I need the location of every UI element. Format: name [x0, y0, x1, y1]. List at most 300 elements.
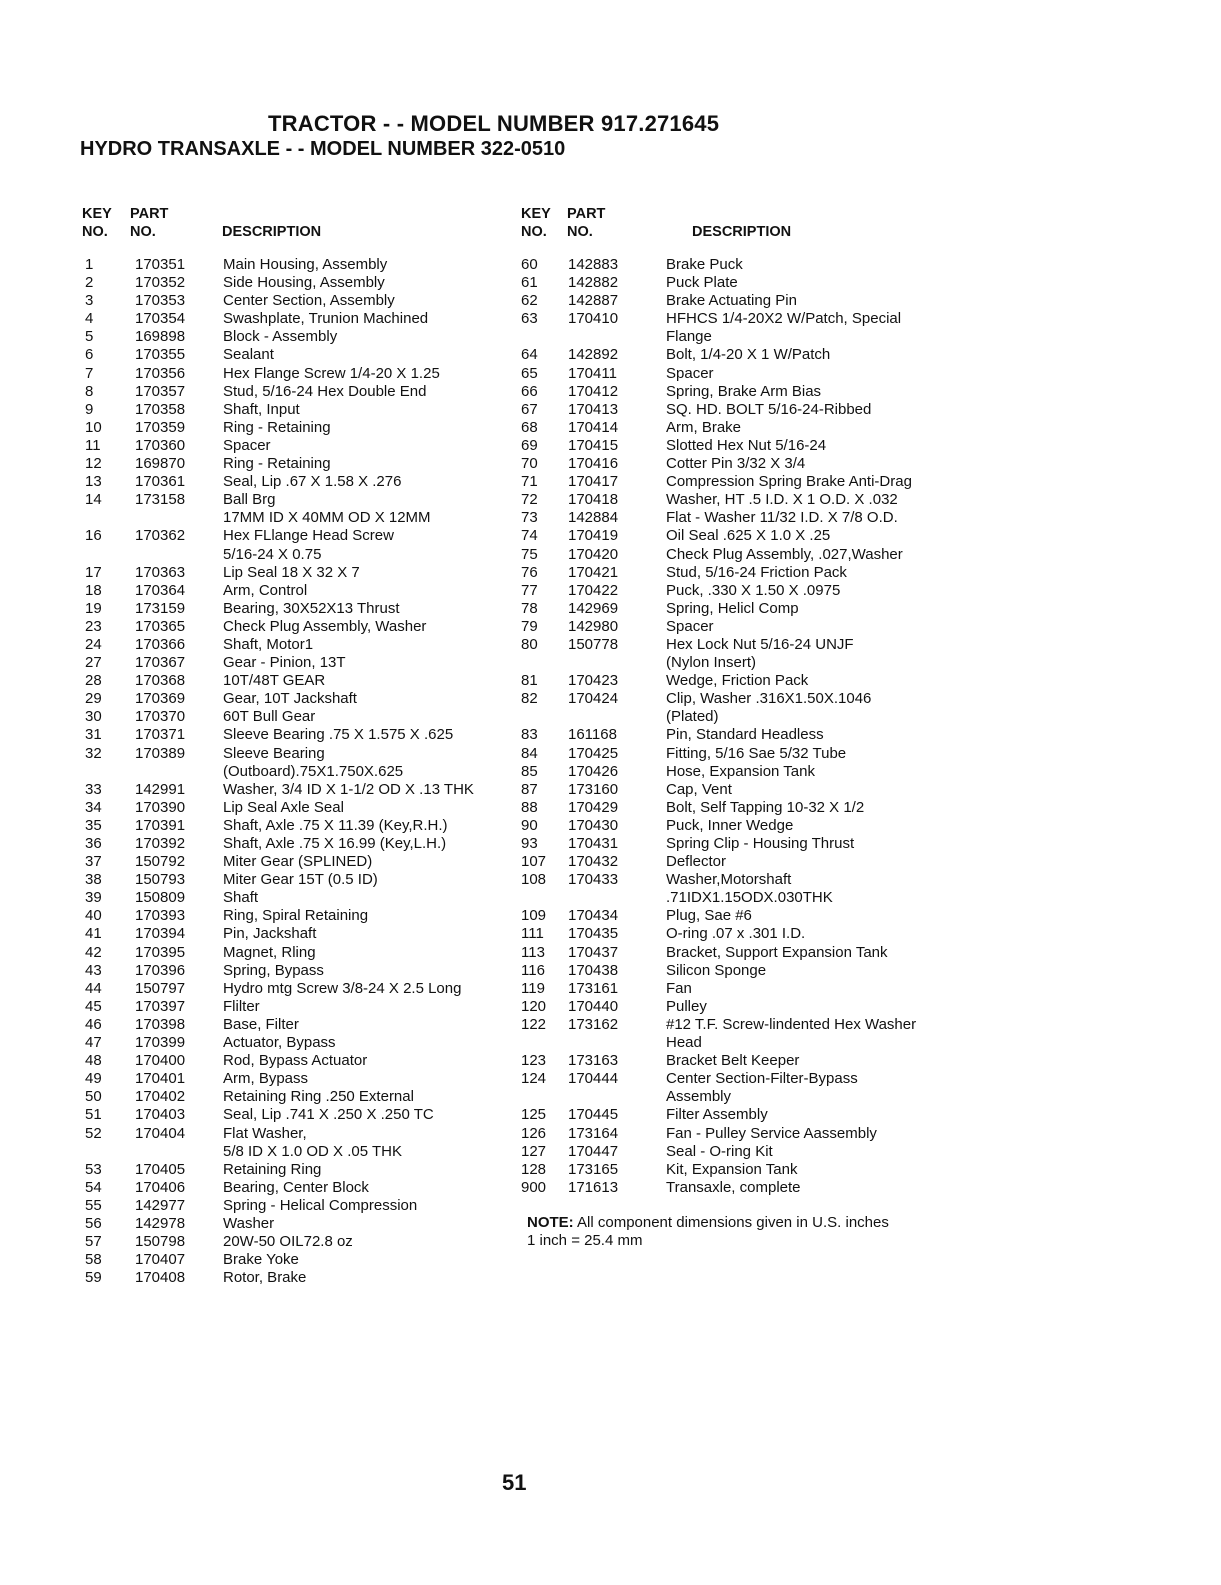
part-number: 170360	[135, 436, 186, 454]
key-number	[85, 509, 135, 527]
part-description: Brake Yoke	[223, 1251, 299, 1269]
part-number: 173164	[568, 1124, 619, 1142]
part-row-continuation	[521, 708, 961, 726]
part-number: 170397	[135, 997, 186, 1015]
key-number: 40	[85, 907, 102, 925]
key-number: 107	[521, 853, 547, 871]
key-number: 93	[521, 835, 538, 852]
key-number: 84	[521, 744, 538, 762]
part-row	[85, 962, 555, 980]
part-number: 142969	[568, 599, 619, 617]
part-number: 170417	[568, 473, 619, 491]
key-number: 33	[85, 780, 102, 798]
part-description: Puck Plate	[666, 274, 738, 292]
part-row	[521, 925, 961, 943]
key-number: 42	[85, 943, 102, 961]
part-number: 170422	[568, 581, 619, 599]
part-number: 170358	[135, 400, 186, 418]
part-number: 170406	[135, 1178, 186, 1196]
key-number: 109	[521, 907, 547, 925]
part-number: 170445	[568, 1106, 619, 1124]
key-number: 24	[85, 635, 102, 653]
key-number	[85, 763, 135, 781]
part-row	[521, 1125, 961, 1143]
part-row	[85, 1269, 555, 1287]
part-row	[85, 726, 555, 744]
part-description: Pin, Standard Headless	[666, 726, 824, 744]
part-row-continuation	[85, 1143, 555, 1161]
part-description: Side Housing, Assembly	[223, 274, 385, 292]
part-row	[85, 835, 555, 853]
part-number: 170405	[135, 1160, 186, 1178]
left-description-header: DESCRIPTION	[222, 224, 322, 240]
key-number: 23	[85, 617, 102, 635]
part-row	[521, 527, 961, 545]
part-row	[85, 1251, 555, 1269]
part-number: 173159	[135, 599, 186, 617]
part-number: 170412	[568, 382, 619, 400]
part-number	[568, 654, 663, 672]
part-row	[521, 1016, 961, 1034]
part-description: Seal - O-ring Kit	[666, 1142, 773, 1160]
part-label: PART	[567, 206, 606, 222]
key-number: 71	[521, 473, 538, 491]
part-number: 170391	[135, 816, 186, 834]
part-number: 170408	[135, 1269, 186, 1287]
part-number: 170434	[568, 907, 619, 925]
key-number: 83	[521, 726, 538, 744]
part-number: 170399	[135, 1034, 186, 1052]
key-number: 123	[521, 1052, 547, 1070]
part-row	[521, 491, 961, 509]
part-row	[85, 582, 555, 600]
part-row	[85, 672, 555, 690]
part-description: Wedge, Friction Pack	[666, 672, 809, 690]
key-number: 10	[85, 418, 102, 436]
part-description: Block - Assembly	[223, 328, 338, 346]
part-description: Arm, Bypass	[223, 1070, 309, 1088]
key-number: 82	[521, 690, 538, 708]
left-part-header	[130, 205, 168, 241]
part-row	[85, 944, 555, 962]
part-row	[521, 310, 961, 328]
part-number: 170421	[568, 563, 619, 581]
no-label: NO.	[130, 224, 156, 240]
key-number: 36	[85, 835, 102, 852]
part-row	[521, 383, 961, 401]
key-number	[521, 1034, 568, 1052]
part-row	[521, 564, 961, 582]
part-label: PART	[130, 206, 169, 222]
part-row-continuation	[85, 546, 555, 564]
part-number: 170370	[135, 708, 186, 726]
part-number: 170351	[135, 256, 186, 273]
part-description: Rotor, Brake	[223, 1269, 307, 1287]
part-row	[521, 600, 961, 618]
part-row	[85, 998, 555, 1016]
key-number: 113	[521, 943, 545, 961]
part-row	[521, 473, 961, 491]
part-description: Ring - Retaining	[223, 455, 331, 473]
key-label: KEY	[521, 206, 551, 222]
dimension-note	[527, 1214, 889, 1250]
part-number	[568, 1088, 663, 1106]
page-subtitle: HYDRO TRANSAXLE - - MODEL NUMBER 322-0510	[80, 138, 566, 160]
part-row	[85, 799, 555, 817]
part-number: 170444	[568, 1070, 619, 1088]
part-row	[521, 618, 961, 636]
part-number: 170400	[135, 1052, 186, 1070]
part-description: Hex Flange Screw 1/4-20 X 1.25	[223, 364, 440, 382]
key-number: 79	[521, 617, 538, 635]
part-description: Retaining Ring .250 External	[223, 1088, 414, 1106]
part-description: Magnet, Rling	[223, 943, 316, 961]
key-number: 7	[85, 364, 94, 382]
part-row	[521, 745, 961, 763]
part-number: 170361	[135, 473, 186, 491]
part-number: 150792	[135, 853, 186, 871]
part-row	[85, 889, 555, 907]
part-row	[85, 925, 555, 943]
key-number: 18	[85, 581, 102, 599]
part-row	[85, 690, 555, 708]
part-number: 171613	[568, 1178, 619, 1196]
key-number: 52	[85, 1124, 102, 1142]
note-conversion: 1 inch = 25.4 mm	[527, 1232, 643, 1249]
key-number	[521, 889, 568, 907]
key-number: 88	[521, 798, 538, 816]
key-number: 75	[521, 545, 538, 563]
part-description: Ball Brg	[223, 491, 276, 509]
part-number: 150778	[568, 635, 619, 653]
part-row	[85, 1088, 555, 1106]
key-number	[85, 1143, 135, 1161]
part-description: 17MM ID X 40MM OD X 12MM	[223, 509, 431, 527]
part-description: HFHCS 1/4-20X2 W/Patch, Special	[666, 310, 902, 328]
part-description: Fitting, 5/16 Sae 5/32 Tube	[666, 744, 847, 762]
part-description: Plug, Sae #6	[666, 907, 752, 925]
part-row	[521, 853, 961, 871]
part-row	[521, 509, 961, 527]
key-number: 120	[521, 997, 547, 1015]
part-number: 170402	[135, 1088, 186, 1106]
key-number: 3	[85, 292, 94, 310]
part-number: 170410	[568, 310, 619, 328]
part-description: Spacer	[666, 617, 714, 635]
part-number	[135, 763, 223, 781]
part-number: 170365	[135, 617, 186, 635]
part-description: Gear - Pinion, 13T	[223, 654, 346, 672]
part-row	[521, 419, 961, 437]
part-row	[521, 401, 961, 419]
part-number: 170447	[568, 1142, 619, 1160]
part-row	[85, 437, 555, 455]
part-number: 169898	[135, 328, 186, 346]
part-number: 170424	[568, 690, 619, 708]
key-number: 65	[521, 364, 538, 382]
key-number: 19	[85, 599, 102, 617]
key-number: 124	[521, 1070, 547, 1088]
key-number	[521, 654, 568, 672]
note-label: NOTE:	[527, 1214, 574, 1231]
part-description: Hose, Expansion Tank	[666, 762, 815, 780]
part-row	[85, 365, 555, 383]
key-number: 9	[85, 400, 94, 418]
part-row	[85, 473, 555, 491]
part-description: Swashplate, Trunion Machined	[223, 310, 429, 328]
part-description: Fan - Pulley Service Aassembly	[666, 1124, 877, 1142]
part-number: 170430	[568, 816, 619, 834]
part-row	[85, 1197, 555, 1215]
key-number: 78	[521, 599, 538, 617]
key-number: 119	[521, 979, 545, 997]
part-row	[85, 871, 555, 889]
key-number: 13	[85, 473, 102, 491]
key-number: 59	[85, 1269, 102, 1287]
part-number: 142991	[135, 780, 186, 798]
part-number: 142882	[568, 274, 619, 292]
page-number: 51	[502, 1470, 527, 1495]
key-number: 29	[85, 690, 102, 708]
part-row-continuation	[521, 328, 961, 346]
part-description: Washer,Motorshaft	[666, 871, 792, 889]
part-row	[521, 944, 961, 962]
page-title: TRACTOR - - MODEL NUMBER 917.271645	[268, 111, 720, 136]
part-description: Spring, Bypass	[223, 961, 324, 979]
key-number: 34	[85, 798, 102, 816]
part-description: Pulley	[666, 997, 707, 1015]
part-row	[521, 1052, 961, 1070]
part-number: 170368	[135, 672, 186, 690]
part-row	[521, 998, 961, 1016]
part-number	[135, 546, 223, 564]
part-row	[85, 419, 555, 437]
part-number: 150793	[135, 871, 186, 889]
part-description: Lip Seal 18 X 32 X 7	[223, 563, 360, 581]
part-description: Clip, Washer .316X1.50X.1046	[666, 690, 872, 708]
part-row	[521, 980, 961, 998]
part-row	[85, 256, 555, 274]
key-number: 4	[85, 310, 94, 328]
part-description: .71IDX1.15ODX.030THK	[666, 889, 833, 907]
part-description: Sealant	[223, 346, 274, 364]
key-number: 108	[521, 871, 547, 889]
part-row	[85, 346, 555, 364]
part-row	[85, 817, 555, 835]
part-description: Arm, Brake	[666, 418, 742, 436]
key-number: 126	[521, 1124, 547, 1142]
left-key-header	[82, 205, 112, 241]
part-number: 170435	[568, 925, 619, 943]
no-label: NO.	[82, 224, 108, 240]
key-number: 53	[85, 1160, 102, 1178]
part-number: 170371	[135, 726, 186, 744]
key-number: 77	[521, 581, 538, 599]
part-number: 170438	[568, 961, 619, 979]
part-row	[85, 636, 555, 654]
part-row-continuation	[85, 763, 555, 781]
part-description: Ring, Spiral Retaining	[223, 907, 369, 925]
key-number: 47	[85, 1034, 102, 1052]
part-row	[521, 690, 961, 708]
part-row	[521, 365, 961, 383]
part-row	[85, 980, 555, 998]
part-row	[521, 763, 961, 781]
key-number: 90	[521, 816, 538, 834]
part-description: Bracket Belt Keeper	[666, 1052, 800, 1070]
part-row	[85, 1179, 555, 1197]
part-description: Rod, Bypass Actuator	[223, 1052, 368, 1070]
part-number: 170420	[568, 545, 619, 563]
part-number: 170407	[135, 1251, 186, 1269]
part-row	[521, 799, 961, 817]
part-description: Bearing, Center Block	[223, 1178, 369, 1196]
part-number: 170392	[135, 835, 186, 852]
part-row-continuation	[521, 1034, 961, 1052]
part-number: 170437	[568, 943, 619, 961]
key-number: 6	[85, 346, 94, 364]
part-row	[521, 672, 961, 690]
key-number: 50	[85, 1088, 102, 1106]
key-number: 48	[85, 1052, 102, 1070]
key-number: 74	[521, 527, 538, 545]
part-row	[521, 726, 961, 744]
part-number: 173165	[568, 1160, 619, 1178]
part-number: 170359	[135, 418, 186, 436]
part-row	[521, 962, 961, 980]
key-number: 73	[521, 509, 538, 527]
key-number: 46	[85, 1015, 102, 1033]
part-number: 170367	[135, 654, 186, 672]
part-number: 170440	[568, 997, 619, 1015]
part-number: 170355	[135, 346, 186, 364]
part-number: 170396	[135, 961, 186, 979]
part-row	[521, 817, 961, 835]
part-number: 173163	[568, 1052, 619, 1070]
right-description-header: DESCRIPTION	[692, 224, 792, 240]
part-description: Filter Assembly	[666, 1106, 768, 1124]
part-row	[521, 636, 961, 654]
part-description: Pin, Jackshaft	[223, 925, 317, 943]
part-description: Miter Gear 15T (0.5 ID)	[223, 871, 378, 889]
part-row	[521, 437, 961, 455]
key-number: 67	[521, 400, 538, 418]
part-description: SQ. HD. BOLT 5/16-24-Ribbed	[666, 400, 872, 418]
part-number: 142892	[568, 346, 619, 364]
part-number: 170415	[568, 436, 619, 454]
part-description: Flat Washer,	[223, 1124, 307, 1142]
key-number: 5	[85, 328, 94, 346]
part-description: (Outboard).75X1.750X.625	[223, 762, 404, 780]
part-number: 170363	[135, 563, 186, 581]
part-row	[521, 274, 961, 292]
key-number	[521, 1088, 568, 1106]
part-description: O-ring .07 x .301 I.D.	[666, 925, 806, 943]
part-number: 170433	[568, 871, 619, 889]
part-description: Gear, 10T Jackshaft	[223, 690, 357, 708]
key-number: 1	[85, 256, 94, 273]
part-row	[85, 618, 555, 636]
part-description: Stud, 5/16-24 Hex Double End	[223, 382, 427, 400]
part-description: Ring - Retaining	[223, 418, 331, 436]
part-number: 170364	[135, 581, 186, 599]
part-description: 20W-50 OIL72.8 oz	[223, 1233, 353, 1251]
key-number: 39	[85, 889, 102, 907]
part-description: 5/8 ID X 1.0 OD X .05 THK	[223, 1142, 402, 1160]
part-row	[521, 582, 961, 600]
part-row	[521, 546, 961, 564]
part-number: 150797	[135, 979, 186, 997]
part-row	[85, 1161, 555, 1179]
key-number: 900	[521, 1178, 547, 1196]
part-description: Shaft, Axle .75 X 11.39 (Key,R.H.)	[223, 816, 448, 834]
part-description: Retaining Ring	[223, 1160, 322, 1178]
key-number: 17	[85, 563, 102, 581]
part-row-continuation	[521, 1088, 961, 1106]
part-number: 170366	[135, 635, 186, 653]
part-number: 170419	[568, 527, 619, 545]
part-number: 170398	[135, 1015, 186, 1033]
part-description: Arm, Control	[223, 581, 308, 599]
part-number: 142977	[135, 1196, 186, 1214]
part-description: Transaxle, complete	[666, 1178, 801, 1196]
part-row	[85, 600, 555, 618]
part-description: Fan	[666, 979, 692, 997]
part-number: 170354	[135, 310, 186, 328]
part-description: Shaft	[223, 889, 259, 907]
part-row	[85, 455, 555, 473]
part-description: Stud, 5/16-24 Friction Pack	[666, 563, 847, 581]
part-number: 170401	[135, 1070, 186, 1088]
part-description: Cap, Vent	[666, 780, 732, 798]
part-description: Bolt, Self Tapping 10-32 X 1/2	[666, 798, 865, 816]
part-number: 170393	[135, 907, 186, 925]
part-row	[521, 781, 961, 799]
part-number: 170362	[135, 527, 186, 545]
part-number	[568, 328, 663, 346]
part-number: 142980	[568, 617, 619, 635]
part-row	[85, 274, 555, 292]
part-description: Spring Clip - Housing Thrust	[666, 835, 855, 852]
part-number	[568, 708, 663, 726]
part-number: 170403	[135, 1106, 186, 1124]
part-description: Flange	[666, 328, 712, 346]
part-description: Compression Spring Brake Anti-Drag	[666, 473, 912, 491]
part-number: 173158	[135, 491, 186, 509]
part-description: Head	[666, 1034, 702, 1052]
part-row	[85, 1034, 555, 1052]
key-number: 27	[85, 654, 102, 672]
part-row	[521, 1106, 961, 1124]
part-description: Oil Seal .625 X 1.0 X .25	[666, 527, 831, 545]
part-row	[85, 1106, 555, 1124]
part-number	[135, 509, 223, 527]
part-number: 170369	[135, 690, 186, 708]
part-description: Check Plug Assembly, .027,Washer	[666, 545, 903, 563]
key-number: 61	[521, 274, 538, 292]
key-number: 41	[85, 925, 102, 943]
part-description: Lip Seal Axle Seal	[223, 798, 344, 816]
part-description: Washer, HT .5 I.D. X 1 O.D. X .032	[666, 491, 898, 509]
part-description: Cotter Pin 3/32 X 3/4	[666, 455, 806, 473]
key-number: 37	[85, 853, 102, 871]
part-description: Washer, 3/4 ID X 1-1/2 OD X .13 THK	[223, 780, 474, 798]
right-parts-column	[521, 256, 961, 1197]
part-description: Spacer	[666, 364, 714, 382]
part-row	[521, 292, 961, 310]
part-number: 142883	[568, 256, 619, 273]
part-number: 150809	[135, 889, 186, 907]
